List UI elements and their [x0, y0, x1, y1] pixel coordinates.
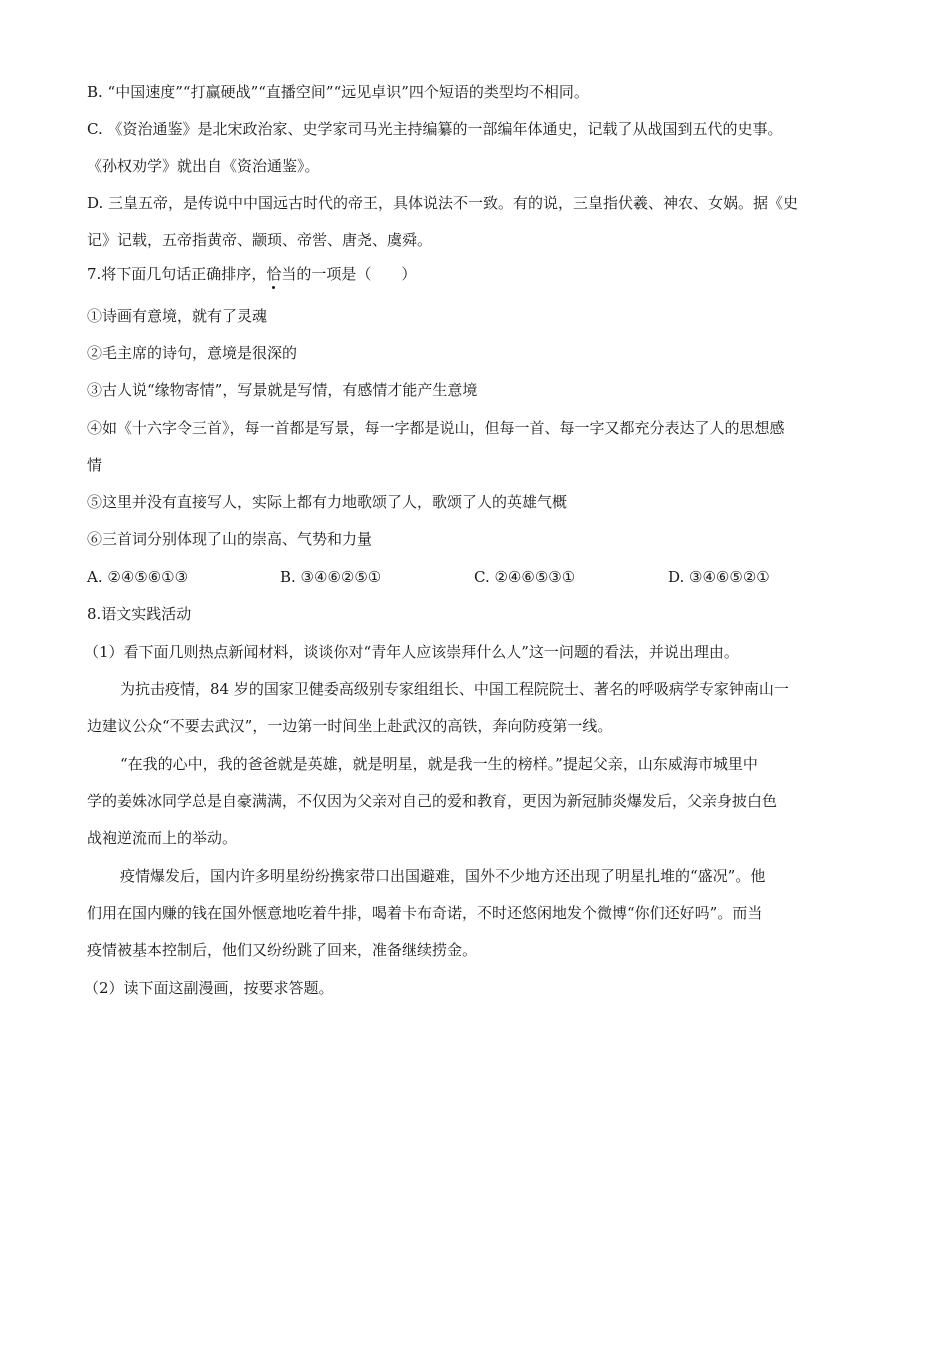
q7-choice-b: B. ③④⑥②⑤① — [280, 568, 382, 586]
q8-part2: （2）读下面这副漫画，按要求答题。 — [84, 979, 334, 997]
q8-news2-line1: “在我的心中，我的爸爸就是英雄，就是明星，就是我一生的榜样。”提起父亲，山东威海市城里中 — [120, 755, 758, 773]
q8-news3-line3: 疫情被基本控制后，他们又纷纷跳了回来，准备继续捞金。 — [87, 941, 478, 959]
q6-option-c-line1: C. 《资治通鉴》是北宋政治家、史学家司马光主持编纂的一部编年体通史，记载了从战国到五代的史事。 — [87, 120, 783, 138]
q7-choice-a: A. ②④⑤⑥①③ — [87, 568, 189, 586]
q7-sentence-4-line1: ④如《十六字令三首》，每一首都是写景，每一字都是说山，但每一首、每一字又都充分表达了人的思想感 — [87, 419, 785, 437]
q8-news1-line2: 边建议公众“不要去武汉”，一边第一时间坐上赴武汉的高铁，奔向防疫第一线。 — [87, 717, 613, 735]
q7-stem-emphasis: 恰 — [266, 265, 282, 283]
q6-option-b: B. “中国速度”“打赢硬战”“直播空间”“远见卓识”四个短语的类型均不相同。 — [87, 83, 589, 101]
q7-choice-d: D. ③④⑥⑤②① — [668, 568, 770, 586]
q8-news2-line3: 战袍逆流而上的举动。 — [87, 829, 238, 847]
q8-news3-line1: 疫情爆发后，国内许多明星纷纷携家带口出国避难，国外不少地方还出现了明星扎堆的“盛况”。他 — [120, 867, 766, 885]
q8-part1: （1）看下面几则热点新闻材料，谈谈你对“青年人应该崇拜什么人”这一问题的看法，并说出理由。 — [84, 643, 739, 661]
q6-option-d-line1: D. 三皇五帝，是传说中中国远古时代的帝王，具体说法不一致。有的说，三皇指伏羲、神农、女娲。据《史 — [87, 194, 799, 212]
q7-stem-before: 7.将下面几句话正确排序， — [87, 265, 267, 283]
q6-option-c-line2: 《孙权劝学》就出自《资治通鉴》。 — [87, 157, 320, 175]
q7-sentence-2: ②毛主席的诗句，意境是很深的 — [87, 344, 298, 362]
q7-sentence-4-line2: 情 — [87, 456, 103, 474]
q7-sentence-3: ③古人说“缘物寄情”，写景就是写情，有感情才能产生意境 — [87, 381, 478, 399]
q7-choice-c: C. ②④⑥⑤③① — [474, 568, 576, 586]
q8-news3-line2: 们用在国内赚的钱在国外惬意地吃着牛排，喝着卡布奇诺，不时还悠闲地发个微博“你们还好吗”。而当 — [87, 904, 763, 922]
q7-sentence-6: ⑥三首词分别体现了山的崇高、气势和力量 — [87, 530, 373, 548]
q7-stem — [87, 264, 416, 284]
q7-stem-after: 当的一项是（ ） — [281, 265, 417, 283]
q8-news1-line1: 为抗击疫情，84 岁的国家卫健委高级别专家组组长、中国工程院院士、著名的呼吸病学专家钟南山一 — [120, 680, 789, 698]
q7-sentence-1: ①诗画有意境，就有了灵魂 — [87, 307, 268, 325]
q8-title: 8.语文实践活动 — [87, 605, 192, 623]
q7-sentence-5: ⑤这里并没有直接写人，实际上都有力地歌颂了人，歌颂了人的英雄气概 — [87, 493, 568, 511]
q6-option-d-line2: 记》记载，五帝指黄帝、颛顼、帝喾、唐尧、虞舜。 — [87, 231, 433, 249]
q8-news2-line2: 学的姜姝冰同学总是自豪满满，不仅因为父亲对自己的爱和教育，更因为新冠肺炎爆发后，父亲身披白色 — [87, 792, 778, 810]
